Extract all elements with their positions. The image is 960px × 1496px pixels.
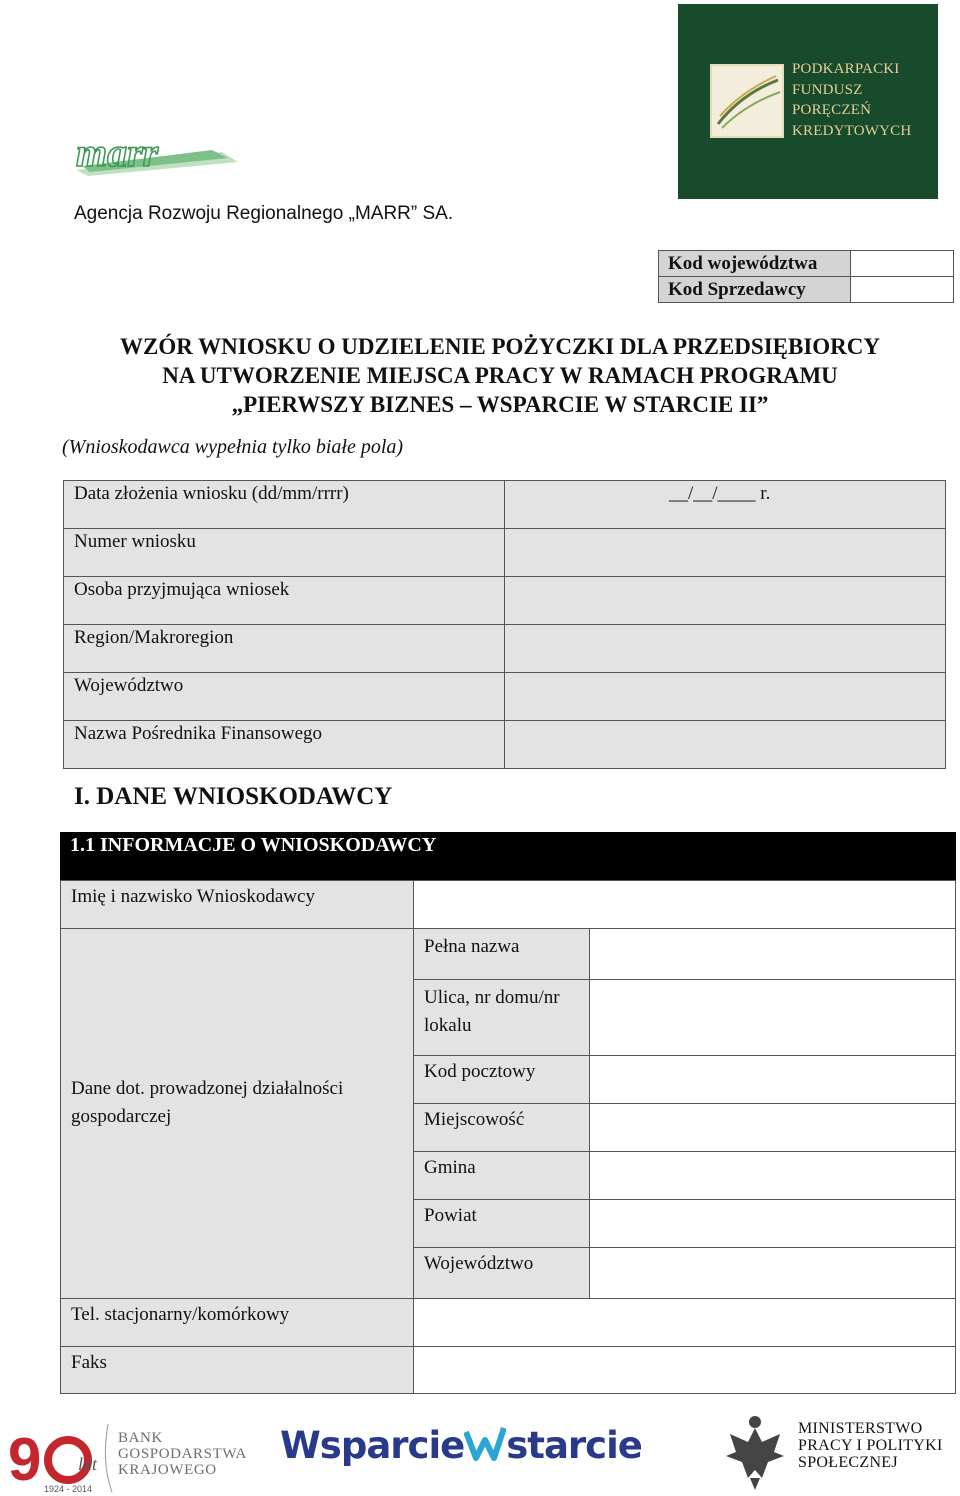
region-field	[505, 625, 946, 672]
pfpk-line: KREDYTOWYCH	[792, 122, 912, 139]
title-line: „PIERWSZY BIZNES – WSPARCIE W STARCIE II”	[231, 392, 769, 417]
field-label: Województwo	[64, 673, 505, 720]
district-field[interactable]	[589, 1199, 956, 1248]
intermediary-name-field	[505, 721, 946, 768]
business-field-label: Ulica, nr domu/nr lokalu	[413, 979, 590, 1056]
application-number-field	[505, 529, 946, 576]
bgk-years: 1924 - 2014	[44, 1484, 93, 1494]
code-table	[658, 250, 954, 303]
program-logo-part: starcie	[506, 1424, 642, 1467]
ministry-name	[798, 1420, 943, 1471]
program-logo-part: Wsparcie	[280, 1424, 465, 1467]
code-wojewodztwa-field[interactable]	[851, 251, 953, 276]
fax-field[interactable]	[413, 1346, 956, 1394]
table-row	[64, 721, 946, 769]
business-voivodeship-field[interactable]	[589, 1247, 956, 1299]
section-heading: I. DANE WNIOSKODAWCY	[74, 783, 393, 810]
ministry-line: PRACY I POLITYKI	[798, 1437, 943, 1454]
full-name-field[interactable]	[589, 928, 956, 980]
voivodeship-field	[505, 673, 946, 720]
date-placeholder: __/__/____ r.	[669, 483, 771, 504]
table-row	[64, 529, 946, 577]
business-data-label-cell	[60, 928, 414, 1299]
field-label: Data złożenia wniosku (dd/mm/rrrr)	[64, 481, 505, 528]
phone-label: Tel. stacjonarny/komórkowy	[60, 1298, 414, 1347]
street-field[interactable]	[589, 979, 956, 1056]
application-info-table	[63, 480, 946, 769]
eagle-emblem-icon	[722, 1412, 788, 1492]
marr-logo-text: marr	[76, 130, 159, 175]
business-field-label: Gmina	[413, 1151, 590, 1200]
code-row-sprzedawca	[659, 276, 953, 302]
field-label: Osoba przyjmująca wniosek	[64, 577, 505, 624]
business-field-label: Województwo	[413, 1247, 590, 1299]
fax-label: Faks	[60, 1346, 414, 1394]
wsparcie-w-starcie-logo	[280, 1424, 642, 1467]
business-field-label: Miejscowość	[413, 1103, 590, 1152]
agency-name: Agencja Rozwoju Regionalnego „MARR” SA.	[74, 203, 454, 224]
field-label: Nazwa Pośrednika Finansowego	[64, 721, 505, 768]
code-row-wojewodztwo	[659, 251, 953, 276]
bgk-ninety: 9	[8, 1426, 42, 1493]
city-field[interactable]	[589, 1103, 956, 1152]
receiving-person-field	[505, 577, 946, 624]
phone-field[interactable]	[413, 1298, 956, 1347]
postal-code-field[interactable]	[589, 1055, 956, 1104]
applicant-info-table	[60, 832, 956, 1394]
document-title	[40, 332, 960, 419]
pfpk-logo	[678, 4, 938, 199]
title-line: WZÓR WNIOSKU O UDZIELENIE POŻYCZKI DLA PRZEDSIĘBIORCY	[119, 334, 880, 359]
field-label: Region/Makroregion	[64, 625, 505, 672]
pfpk-line: PORĘCZEŃ	[792, 102, 872, 118]
bgk-line: KRAJOWEGO	[118, 1462, 217, 1478]
leaf-icon	[710, 64, 784, 138]
title-line: NA UTWORZENIE MIEJSCA PRACY W RAMACH PROGRAMU	[162, 363, 838, 388]
applicant-name-field[interactable]	[413, 880, 956, 929]
table-row	[64, 577, 946, 625]
pfpk-line: FUNDUSZ	[792, 81, 863, 98]
subsection-header: 1.1 INFORMACJE O WNIOSKODAWCY	[60, 832, 956, 880]
applicant-name-label: Imię i nazwisko Wnioskodawcy	[60, 880, 414, 929]
business-field-label: Kod pocztowy	[413, 1055, 590, 1104]
field-label: Numer wniosku	[64, 529, 505, 576]
business-field-label: Pełna nazwa	[413, 928, 590, 980]
marr-logo	[72, 126, 242, 178]
business-field-label: Powiat	[413, 1199, 590, 1248]
table-row	[64, 481, 946, 529]
bgk-name	[118, 1430, 247, 1478]
code-label: Kod województwa	[659, 251, 851, 276]
business-data-label: Dane dot. prowadzonej działalności gospodarczej	[71, 1078, 344, 1127]
submission-date-field	[505, 481, 946, 528]
program-logo-w-icon	[464, 1424, 506, 1464]
commune-field[interactable]	[589, 1151, 956, 1200]
pfpk-logo-text	[792, 59, 911, 141]
bgk-line: BANK	[118, 1430, 163, 1446]
ministry-line: SPOŁECZNEJ	[798, 1454, 898, 1471]
ministry-line: MINISTERSTWO	[798, 1420, 923, 1437]
bgk-lat: lat	[78, 1454, 98, 1474]
code-label: Kod Sprzedawcy	[659, 277, 851, 302]
pfpk-line: PODKARPACKI	[792, 61, 900, 77]
instruction-note: (Wnioskodawca wypełnia tylko białe pola)	[62, 436, 404, 458]
table-row	[64, 625, 946, 673]
bgk-line: GOSPODARSTWA	[118, 1446, 247, 1462]
code-sprzedawcy-field[interactable]	[851, 277, 953, 302]
table-row	[64, 673, 946, 721]
